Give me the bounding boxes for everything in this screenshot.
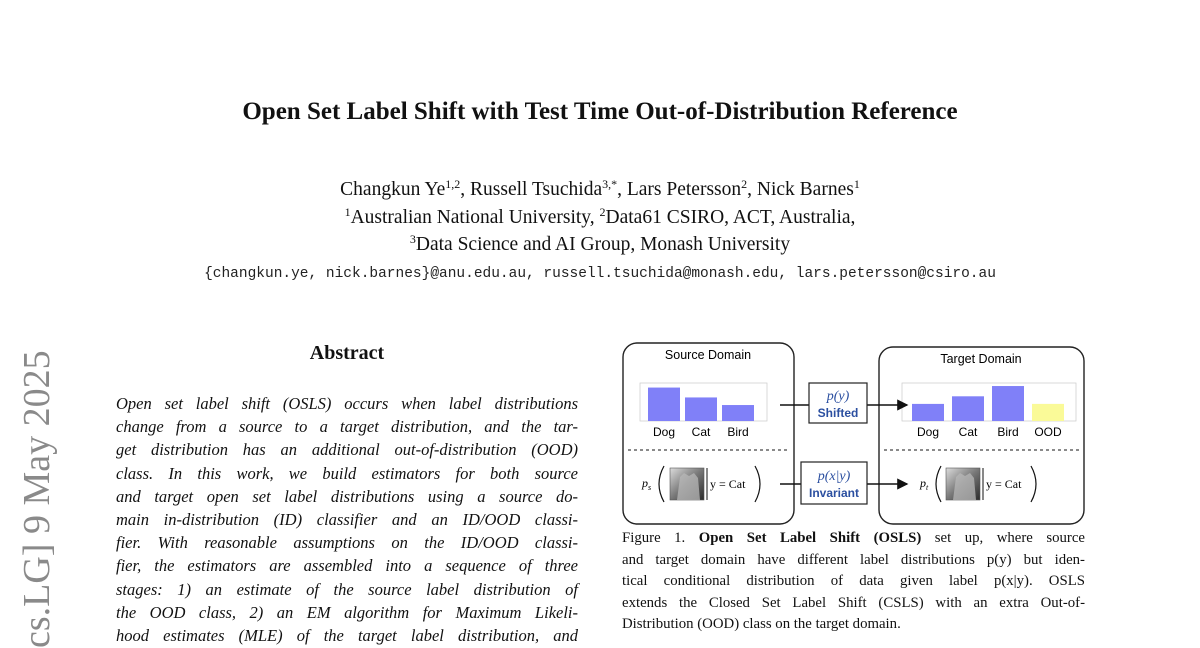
source-cat-shape <box>677 473 700 500</box>
source-domain-title: Source Domain <box>664 348 752 362</box>
source-density-symbol: $p_s$ <box>642 476 652 492</box>
caption-line: Distribution (OOD) class on the target domain. <box>622 616 901 632</box>
caption-bold: Open Set Label Shift (OSLS) <box>698 530 922 546</box>
source-tick-label: Bird <box>727 425 749 439</box>
abstract-body <box>116 392 578 647</box>
invariant-label: Invariant <box>808 486 860 500</box>
author-list: Changkun Ye$^{1,2}$, Russell Tsuchida$^{3,*}$, Lars Petersson$^2$, Nick Barnes$^1$ <box>340 177 860 200</box>
source-tick-label: Dog <box>652 425 676 439</box>
author-name: Nick Barnes <box>756 179 854 200</box>
target-tick-label: Bird <box>997 425 1019 439</box>
target-density-symbol: $p_t$ <box>920 476 929 492</box>
affiliation-text: Data61 CSIRO, ACT, Australia, <box>605 207 856 228</box>
abstract-line: the OOD class, 2) an EM algorithm for Maximum Likeli- <box>116 602 578 622</box>
author-affiliation-mark: 2 <box>741 177 748 191</box>
author-affiliation-mark: 3,* <box>602 177 618 191</box>
author-affiliation-mark: 1,2 <box>445 177 461 191</box>
author-name: Changkun Ye <box>340 179 446 200</box>
abstract-line: and target open set label distributions using a source do- <box>116 486 578 506</box>
abstract-line: class. In this work, we build estimators for both source <box>116 463 578 483</box>
target-bar-ood <box>1032 404 1064 421</box>
target-bar-cat <box>952 396 984 421</box>
paper-title: Open Set Label Shift with Test Time Out-of-Distribution Reference <box>242 98 958 125</box>
caption-text: set up, where source <box>921 530 1085 546</box>
target-domain-title: Target Domain <box>940 352 1022 366</box>
target-bar-bird <box>992 386 1024 421</box>
target-condition: y = Cat <box>986 477 1022 491</box>
abstract-line: stages: 1) an estimate of the source label distribution of <box>116 579 578 599</box>
affiliation-line <box>0 234 1200 256</box>
osls-figure <box>620 340 1090 530</box>
target-tick-label: OOD <box>1034 425 1062 439</box>
abstract-line: fier, the estimators are assembled into a sequence of three <box>116 556 578 576</box>
abstract-line: hood estimates (MLE) of the target label distribution, and <box>116 626 578 646</box>
abstract-heading: Abstract <box>309 342 385 364</box>
abstract-line: get distribution has an additional out-of-distribution (OOD) <box>116 440 578 460</box>
author-affiliation-mark: 1 <box>853 177 860 191</box>
abstract-line: change from a source to a target distribution, and the tar- <box>116 417 578 437</box>
figure-label: Figure 1. <box>622 530 699 546</box>
affiliation-text: Australian National University, <box>350 207 600 228</box>
abstract-line: Open set label shift (OSLS) occurs when label distributions <box>116 394 578 413</box>
caption-line: extends the Closed Set Label Shift (CSLS) with an extra Out-of- <box>622 594 1085 611</box>
abstract-line: main in-distribution (ID) classifier and an ID/OOD classi- <box>116 510 578 530</box>
target-bar-dog <box>912 404 944 421</box>
affiliation-mark: 1 <box>344 205 351 219</box>
source-bar-bird <box>722 405 754 421</box>
arxiv-stamp: cs.LG] 9 May 2025 <box>16 350 58 648</box>
shift-label: Shifted <box>817 406 859 420</box>
source-tick-label: Cat <box>691 425 711 439</box>
source-bar-dog <box>648 388 680 421</box>
affiliation-mark: 3 <box>409 232 416 246</box>
author-emails: {changkun.ye, nick.barnes}@anu.edu.au, russell.tsuchida@monash.edu, lars.petersson@csiro.au <box>204 266 996 282</box>
author-name: Russell Tsuchida <box>470 179 603 200</box>
source-bar-cat <box>685 397 717 421</box>
source-condition: y = Cat <box>710 477 746 491</box>
shift-formula: p(y) <box>826 389 850 404</box>
target-tick-label: Dog <box>916 425 940 439</box>
affiliation-line <box>0 207 1200 229</box>
caption-line: tical conditional distribution of data given label p(x|y). OSLS <box>622 573 1085 589</box>
invariant-formula: p(x|y) <box>817 469 851 484</box>
affiliation-text: Data Science and AI Group, Monash University <box>415 234 791 255</box>
affiliation-mark: 2 <box>599 205 606 219</box>
figure-caption <box>622 528 1085 636</box>
abstract-line: fier. With reasonable assumptions on the ID/OOD classi- <box>116 533 578 553</box>
caption-line: and target domain have different label distributions p(y) but iden- <box>622 551 1085 568</box>
target-cat-shape <box>953 473 976 500</box>
author-name: Lars Petersson <box>626 179 742 200</box>
target-tick-label: Cat <box>958 425 978 439</box>
